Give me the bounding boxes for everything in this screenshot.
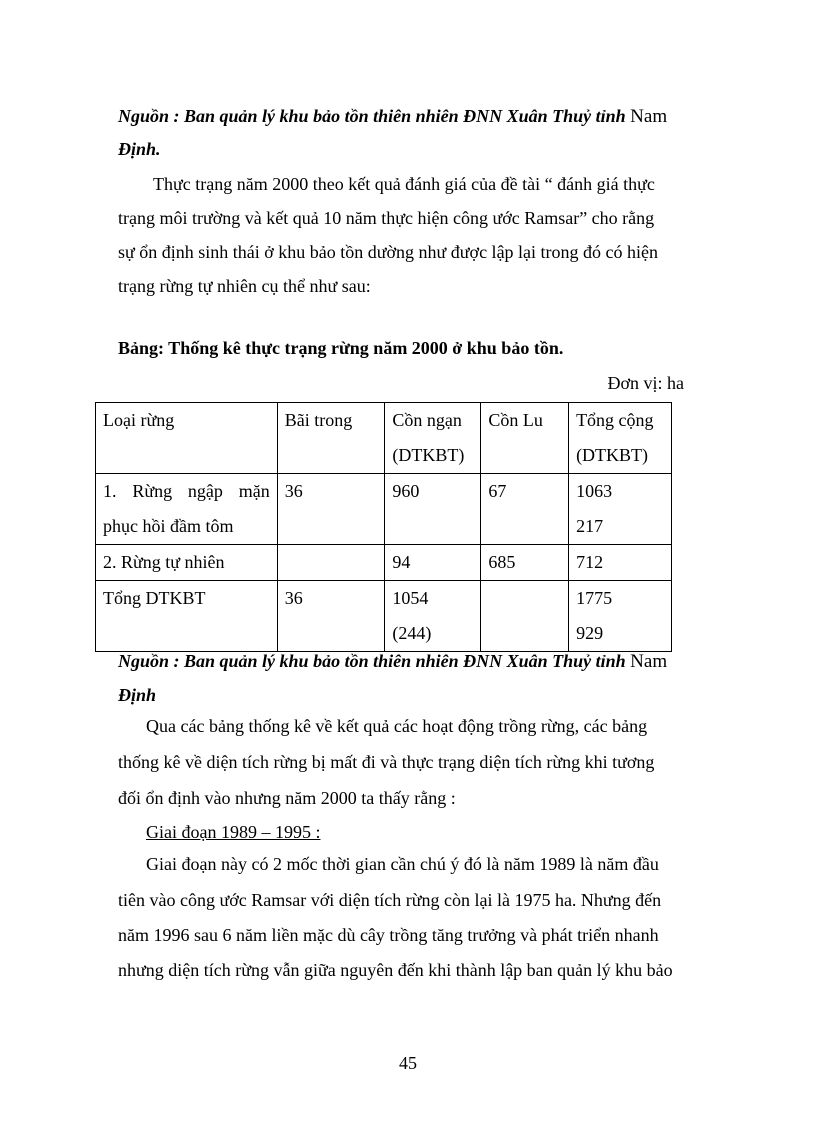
para2-line-3: đối ổn định vào nhưng năm 2000 ta thấy rằng :: [118, 788, 456, 808]
para1-line-2: trạng môi trường và kết quả 10 năm thực hiện công ước Ramsar” cho rằng: [118, 208, 655, 228]
table-unit: Đơn vị: ha: [607, 373, 684, 393]
para2-line-1: Qua các bảng thống kê về kết quả các hoạt động trồng rừng, các bảng: [146, 716, 648, 736]
table-row: [96, 545, 672, 581]
para1-line-4: trạng rừng tự nhiên cụ thể như sau:: [118, 276, 371, 296]
cell-bai-trong: 36: [277, 581, 385, 652]
page-number: 45: [399, 1053, 417, 1073]
header-bai-trong: Bãi trong: [277, 403, 385, 474]
para3-line-4: nhưng diện tích rừng vẫn giữa nguyên đến khi thành lập ban quản lý khu bảo: [118, 960, 673, 980]
cell-con-ngan: 1054 (244): [385, 581, 481, 652]
table-title: Bảng: Thống kê thực trạng rừng năm 2000 ở khu bảo tồn.: [118, 338, 564, 358]
cell-tong-cong: 712: [569, 545, 672, 581]
source-citation-text: Nguồn : Ban quản lý khu bảo tồn thiên nhiên ĐNN Xuân Thuỷ tỉnh: [118, 651, 626, 671]
header-loai-rung: Loại rừng: [96, 403, 278, 474]
cell-label: 2. Rừng tự nhiên: [96, 545, 278, 581]
source-citation-tail: Nam: [630, 106, 668, 127]
cell-tong-cong: 1063 217: [569, 474, 672, 545]
source-citation-text: Nguồn : Ban quản lý khu bảo tồn thiên nhiên ĐNN Xuân Thuỷ tỉnh: [118, 106, 626, 126]
table-header-row: [96, 403, 672, 474]
source-citation-bottom-line2: Định: [118, 685, 157, 705]
cell-label: 1. Rừng ngập mặn phục hồi đầm tôm: [96, 474, 278, 545]
table-row: [96, 474, 672, 545]
cell-con-lu: 685: [481, 545, 569, 581]
header-con-lu: Cồn Lu: [481, 403, 569, 474]
para3-line-3: năm 1996 sau 6 năm liền mặc dù cây trồng tăng trưởng và phát triển nhanh: [118, 925, 659, 945]
para3-line-2: tiên vào công ước Ramsar với diện tích rừng còn lại là 1975 ha. Nhưng đến: [118, 890, 662, 910]
cell-con-lu: [481, 581, 569, 652]
header-tong-cong: Tổng cộng (DTKBT): [569, 403, 672, 474]
cell-label: Tổng DTKBT: [96, 581, 278, 652]
cell-bai-trong: [277, 545, 385, 581]
source-citation-bottom: [118, 649, 667, 674]
para3-line-1: Giai đoạn này có 2 mốc thời gian cần chú ý đó là năm 1989 là năm đầu: [146, 854, 659, 874]
forest-status-table: [95, 402, 672, 652]
cell-con-lu: 67: [481, 474, 569, 545]
header-con-ngan: Cồn ngạn (DTKBT): [385, 403, 481, 474]
cell-con-ngan: 960: [385, 474, 481, 545]
para2-line-2: thống kê về diện tích rừng bị mất đi và thực trạng diện tích rừng khi tương: [118, 752, 655, 772]
table-row: [96, 581, 672, 652]
label-justified-line: 1. Rừng ngập mặn: [103, 481, 270, 501]
cell-bai-trong: 36: [277, 474, 385, 545]
source-citation-top-line2: Định.: [118, 139, 161, 159]
para1-line-1: Thực trạng năm 2000 theo kết quả đánh giá của đề tài “ đánh giá thực: [153, 174, 655, 194]
section-heading: Giai đoạn 1989 – 1995 :: [146, 822, 321, 842]
cell-tong-cong: 1775 929: [569, 581, 672, 652]
para1-line-3: sự ổn định sinh thái ở khu bảo tồn dường như được lập lại trong đó có hiện: [118, 242, 659, 262]
source-citation-top: [118, 104, 667, 129]
cell-con-ngan: 94: [385, 545, 481, 581]
source-citation-tail: Nam: [630, 651, 668, 672]
